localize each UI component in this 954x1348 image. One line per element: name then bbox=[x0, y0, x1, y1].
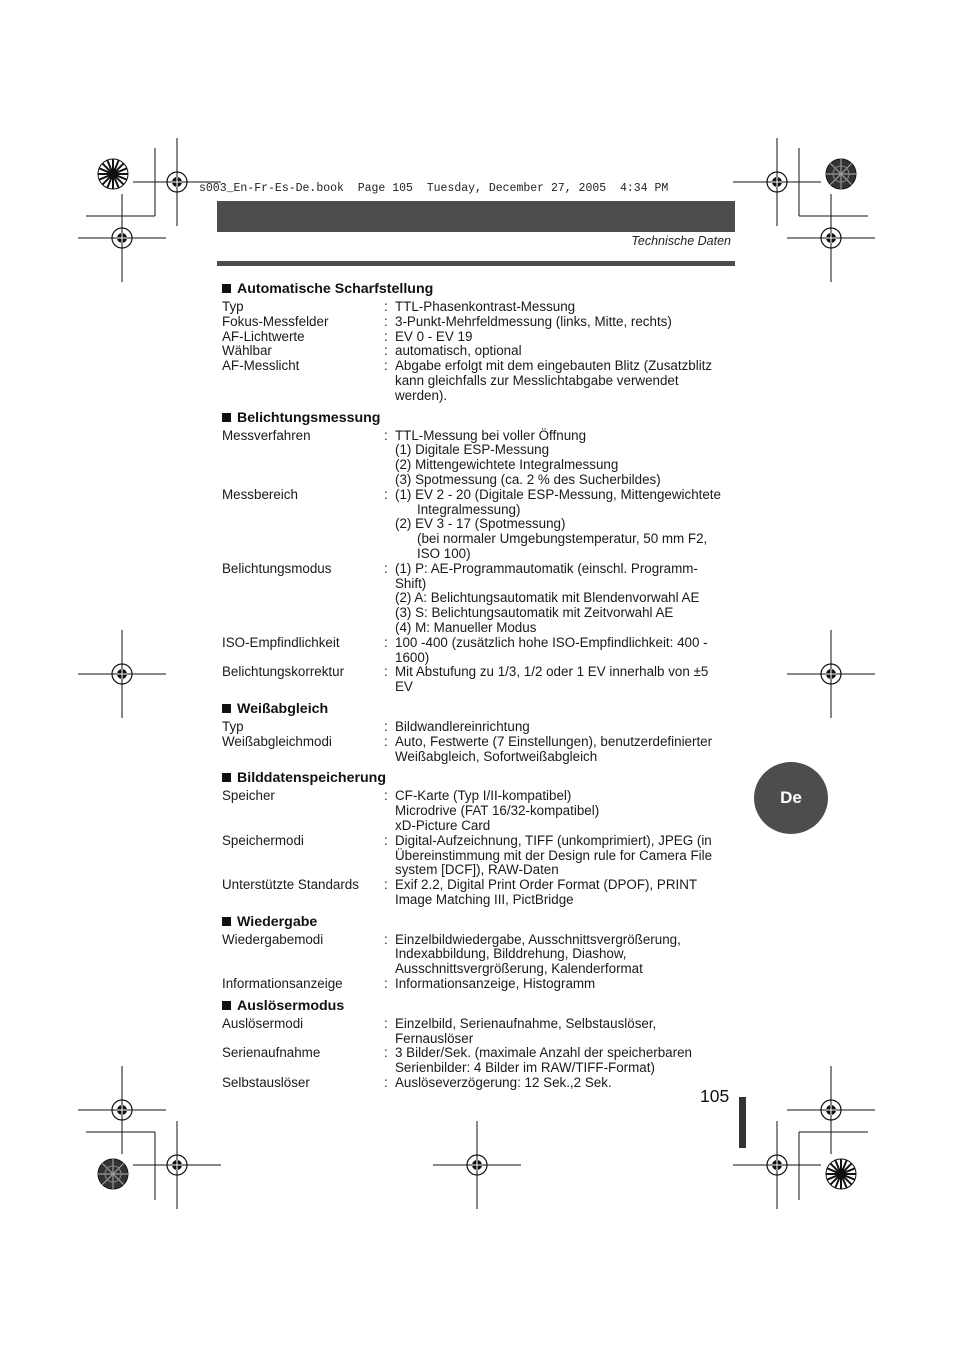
header-band bbox=[217, 201, 735, 232]
colon-separator: : bbox=[384, 718, 388, 734]
section-heading bbox=[222, 770, 732, 786]
spec-value bbox=[395, 636, 732, 666]
section-title: Weißabgleich bbox=[237, 700, 329, 717]
section-title: Belichtungsmessung bbox=[237, 409, 381, 426]
book-info-line: s003_En-Fr-Es-De.book Page 105 Tuesday, December 27, 2005 4:34 PM bbox=[199, 182, 669, 195]
spec-content bbox=[222, 281, 732, 1091]
section-title: Wiedergabe bbox=[237, 913, 318, 930]
spec-value bbox=[395, 359, 732, 403]
spec-key: Fokus-Messfelder bbox=[222, 313, 329, 329]
spec-value bbox=[395, 429, 732, 488]
spec-value bbox=[395, 735, 732, 765]
colon-separator: : bbox=[384, 313, 388, 329]
spec-value bbox=[395, 344, 732, 359]
colon-separator: : bbox=[384, 877, 388, 893]
spec-key: AF-Lichtwerte bbox=[222, 328, 305, 344]
square-bullet-icon bbox=[222, 413, 231, 422]
spec-value bbox=[395, 488, 732, 562]
spec-row bbox=[222, 1046, 732, 1076]
page-number: 105 bbox=[700, 1086, 730, 1106]
section-heading bbox=[222, 998, 732, 1014]
colon-separator: : bbox=[384, 931, 388, 947]
spec-value-line: Indexabbildung, Bilddrehung, Diashow, bbox=[395, 946, 627, 962]
spec-key: Auslösermodi bbox=[222, 1015, 304, 1031]
spec-value bbox=[395, 720, 732, 735]
spec-value-line: EV bbox=[395, 679, 413, 695]
spec-row bbox=[222, 735, 732, 765]
spec-row bbox=[222, 1076, 732, 1091]
spec-key: Speicher bbox=[222, 788, 275, 804]
colon-separator: : bbox=[384, 358, 388, 374]
spec-value-line: (1) P: AE-Programmautomatik (einschl. Programm- bbox=[395, 560, 698, 576]
section-heading bbox=[222, 281, 732, 297]
spec-value-line: TTL-Phasenkontrast-Messung bbox=[395, 299, 576, 314]
spec-value-line: automatisch, optional bbox=[395, 343, 522, 359]
square-bullet-icon bbox=[222, 773, 231, 782]
spec-value bbox=[395, 1076, 732, 1091]
spec-value-line: (1) EV 2 - 20 (Digitale ESP-Messung, Mittengewichtete bbox=[395, 486, 721, 502]
colon-separator: : bbox=[384, 299, 388, 314]
spec-value bbox=[395, 1017, 732, 1047]
spec-value-line: (3) S: Belichtungsautomatik mit Zeitvorwahl AE bbox=[395, 605, 674, 621]
spec-row bbox=[222, 300, 732, 315]
spec-row bbox=[222, 933, 732, 977]
spec-value-line: 1600) bbox=[395, 649, 430, 665]
spec-key: Messbereich bbox=[222, 486, 298, 502]
spec-value-line: 3 Bilder/Sek. (maximale Anzahl der speicherbaren bbox=[395, 1045, 692, 1061]
section-title: Bilddatenspeicherung bbox=[237, 770, 386, 787]
spec-key: ISO-Empfindlichkeit bbox=[222, 634, 340, 650]
spec-row bbox=[222, 720, 732, 735]
spec-row bbox=[222, 977, 732, 992]
spec-row bbox=[222, 878, 732, 908]
spec-key: Informationsanzeige bbox=[222, 976, 343, 992]
spec-value-line: Digital-Aufzeichnung, TIFF (unkomprimiert), JPEG (in bbox=[395, 832, 712, 848]
section-heading bbox=[222, 410, 732, 426]
spec-value-line: TTL-Messung bei voller Öffnung bbox=[395, 427, 587, 443]
spec-value-line: werden). bbox=[395, 387, 448, 403]
spec-value bbox=[395, 977, 732, 992]
language-badge: De bbox=[754, 762, 828, 834]
spec-value-line: (1) Digitale ESP-Messung bbox=[395, 442, 550, 458]
spec-value-line: 3-Punkt-Mehrfeldmessung (links, Mitte, rechts) bbox=[395, 313, 672, 329]
spec-value-line: EV 0 - EV 19 bbox=[395, 328, 473, 344]
colon-separator: : bbox=[384, 1075, 388, 1091]
spec-value-line: Abgabe erfolgt mit dem eingebauten Blitz (Zusatzblitz bbox=[395, 358, 713, 374]
spec-value bbox=[395, 789, 732, 833]
spec-value bbox=[395, 665, 732, 695]
running-header: Technische Daten bbox=[631, 234, 731, 248]
spec-key: Selbstauslöser bbox=[222, 1075, 310, 1091]
spec-key: AF-Messlicht bbox=[222, 358, 300, 374]
page-edge-bar bbox=[739, 1097, 746, 1148]
spec-value-line: Einzelbild, Serienaufnahme, Selbstauslöser, bbox=[395, 1015, 657, 1031]
spec-value-line: Weißabgleich, Sofortweißabgleich bbox=[395, 748, 598, 764]
spec-key: Weißabgleichmodi bbox=[222, 733, 332, 749]
spec-value bbox=[395, 330, 732, 345]
spec-key: Serienaufnahme bbox=[222, 1045, 321, 1061]
spec-value-line: xD-Picture Card bbox=[395, 817, 491, 833]
spec-value-line: Image Matching III, PictBridge bbox=[395, 891, 574, 907]
section-heading bbox=[222, 914, 732, 930]
spec-value-line: Auto, Festwerte (7 Einstellungen), benutzerdefinierter bbox=[395, 733, 713, 749]
spec-key: Typ bbox=[222, 299, 244, 314]
spec-value-line: Übereinstimmung mit der Design rule for Camera File bbox=[395, 847, 713, 863]
spec-value-line: Exif 2.2, Digital Print Order Format (DPOF), PRINT bbox=[395, 877, 698, 893]
spec-row bbox=[222, 562, 732, 636]
colon-separator: : bbox=[384, 560, 388, 576]
spec-value bbox=[395, 562, 732, 636]
section-title: Automatische Scharfstellung bbox=[237, 281, 434, 297]
section-title: Auslösermodus bbox=[237, 997, 345, 1014]
spec-row bbox=[222, 636, 732, 666]
colon-separator: : bbox=[384, 343, 388, 359]
spec-row bbox=[222, 344, 732, 359]
spec-value-line: Informationsanzeige, Histogramm bbox=[395, 976, 596, 992]
spec-row bbox=[222, 665, 732, 695]
spec-value-line: (3) Spotmessung (ca. 2 % des Sucherbildes) bbox=[395, 471, 661, 487]
spec-value-line: Mit Abstufung zu 1/3, 1/2 oder 1 EV innerhalb von ±5 bbox=[395, 664, 709, 680]
spec-value bbox=[395, 315, 732, 330]
colon-separator: : bbox=[384, 664, 388, 680]
colon-separator: : bbox=[384, 1045, 388, 1061]
spec-row bbox=[222, 315, 732, 330]
spec-key: Speichermodi bbox=[222, 832, 304, 848]
spec-value-line: (2) A: Belichtungsautomatik mit Blendenvorwahl AE bbox=[395, 590, 700, 606]
spec-value-line: Fernauslöser bbox=[395, 1030, 474, 1046]
spec-value bbox=[395, 1046, 732, 1076]
spec-key: Typ bbox=[222, 718, 244, 734]
spec-row bbox=[222, 330, 732, 345]
spec-value-line: (bei normaler Umgebungstemperatur, 50 mm F2, bbox=[417, 531, 708, 547]
colon-separator: : bbox=[384, 976, 388, 992]
square-bullet-icon bbox=[222, 284, 231, 293]
colon-separator: : bbox=[384, 486, 388, 502]
spec-value-line: Serienbilder: 4 Bilder im RAW/TIFF-Format) bbox=[395, 1060, 655, 1076]
spec-row bbox=[222, 359, 732, 403]
spec-value-line: (2) Mittengewichtete Integralmessung bbox=[395, 457, 619, 473]
spec-key: Belichtungskorrektur bbox=[222, 664, 345, 680]
spec-value-line: Shift) bbox=[395, 575, 427, 591]
colon-separator: : bbox=[384, 832, 388, 848]
spec-value-line: 100 -400 (zusätzlich hohe ISO-Empfindlichkeit: 400 - bbox=[395, 634, 708, 650]
spec-key: Messverfahren bbox=[222, 427, 311, 443]
colon-separator: : bbox=[384, 1015, 388, 1031]
spec-value-line: Integralmessung) bbox=[417, 501, 521, 517]
colon-separator: : bbox=[384, 788, 388, 804]
spec-key: Wiedergabemodi bbox=[222, 931, 324, 947]
header-rule bbox=[217, 261, 735, 266]
spec-value bbox=[395, 933, 732, 977]
spec-key: Wählbar bbox=[222, 343, 272, 359]
spec-value-line: ISO 100) bbox=[417, 545, 471, 561]
spec-value-line: Bildwandlereinrichtung bbox=[395, 718, 530, 734]
spec-value bbox=[395, 300, 732, 315]
spec-value bbox=[395, 878, 732, 908]
spec-value-line: (2) EV 3 - 17 (Spotmessung) bbox=[395, 516, 566, 532]
spec-row bbox=[222, 789, 732, 833]
square-bullet-icon bbox=[222, 917, 231, 926]
square-bullet-icon bbox=[222, 704, 231, 713]
colon-separator: : bbox=[384, 634, 388, 650]
colon-separator: : bbox=[384, 733, 388, 749]
spec-value-line: Einzelbildwiedergabe, Ausschnittsvergrößerung, bbox=[395, 931, 681, 947]
colon-separator: : bbox=[384, 427, 388, 443]
spec-value bbox=[395, 834, 732, 878]
spec-row bbox=[222, 429, 732, 488]
spec-row bbox=[222, 834, 732, 878]
square-bullet-icon bbox=[222, 1001, 231, 1010]
spec-value-line: Auslöseverzögerung: 12 Sek.,2 Sek. bbox=[395, 1075, 612, 1091]
spec-key: Unterstützte Standards bbox=[222, 877, 359, 893]
spec-value-line: kann gleichfalls zur Messlichtabgabe verwendet bbox=[395, 372, 679, 388]
spec-value-line: Ausschnittsvergrößerung, Kalenderformat bbox=[395, 961, 643, 977]
spec-row bbox=[222, 1017, 732, 1047]
spec-row bbox=[222, 488, 732, 562]
spec-key: Belichtungsmodus bbox=[222, 560, 332, 576]
spec-value-line: system [DCF]), RAW-Daten bbox=[395, 862, 559, 878]
colon-separator: : bbox=[384, 328, 388, 344]
spec-value-line: Microdrive (FAT 16/32-kompatibel) bbox=[395, 803, 600, 819]
section-heading bbox=[222, 701, 732, 717]
spec-value-line: CF-Karte (Typ I/II-kompatibel) bbox=[395, 788, 572, 804]
spec-value-line: (4) M: Manueller Modus bbox=[395, 619, 537, 635]
